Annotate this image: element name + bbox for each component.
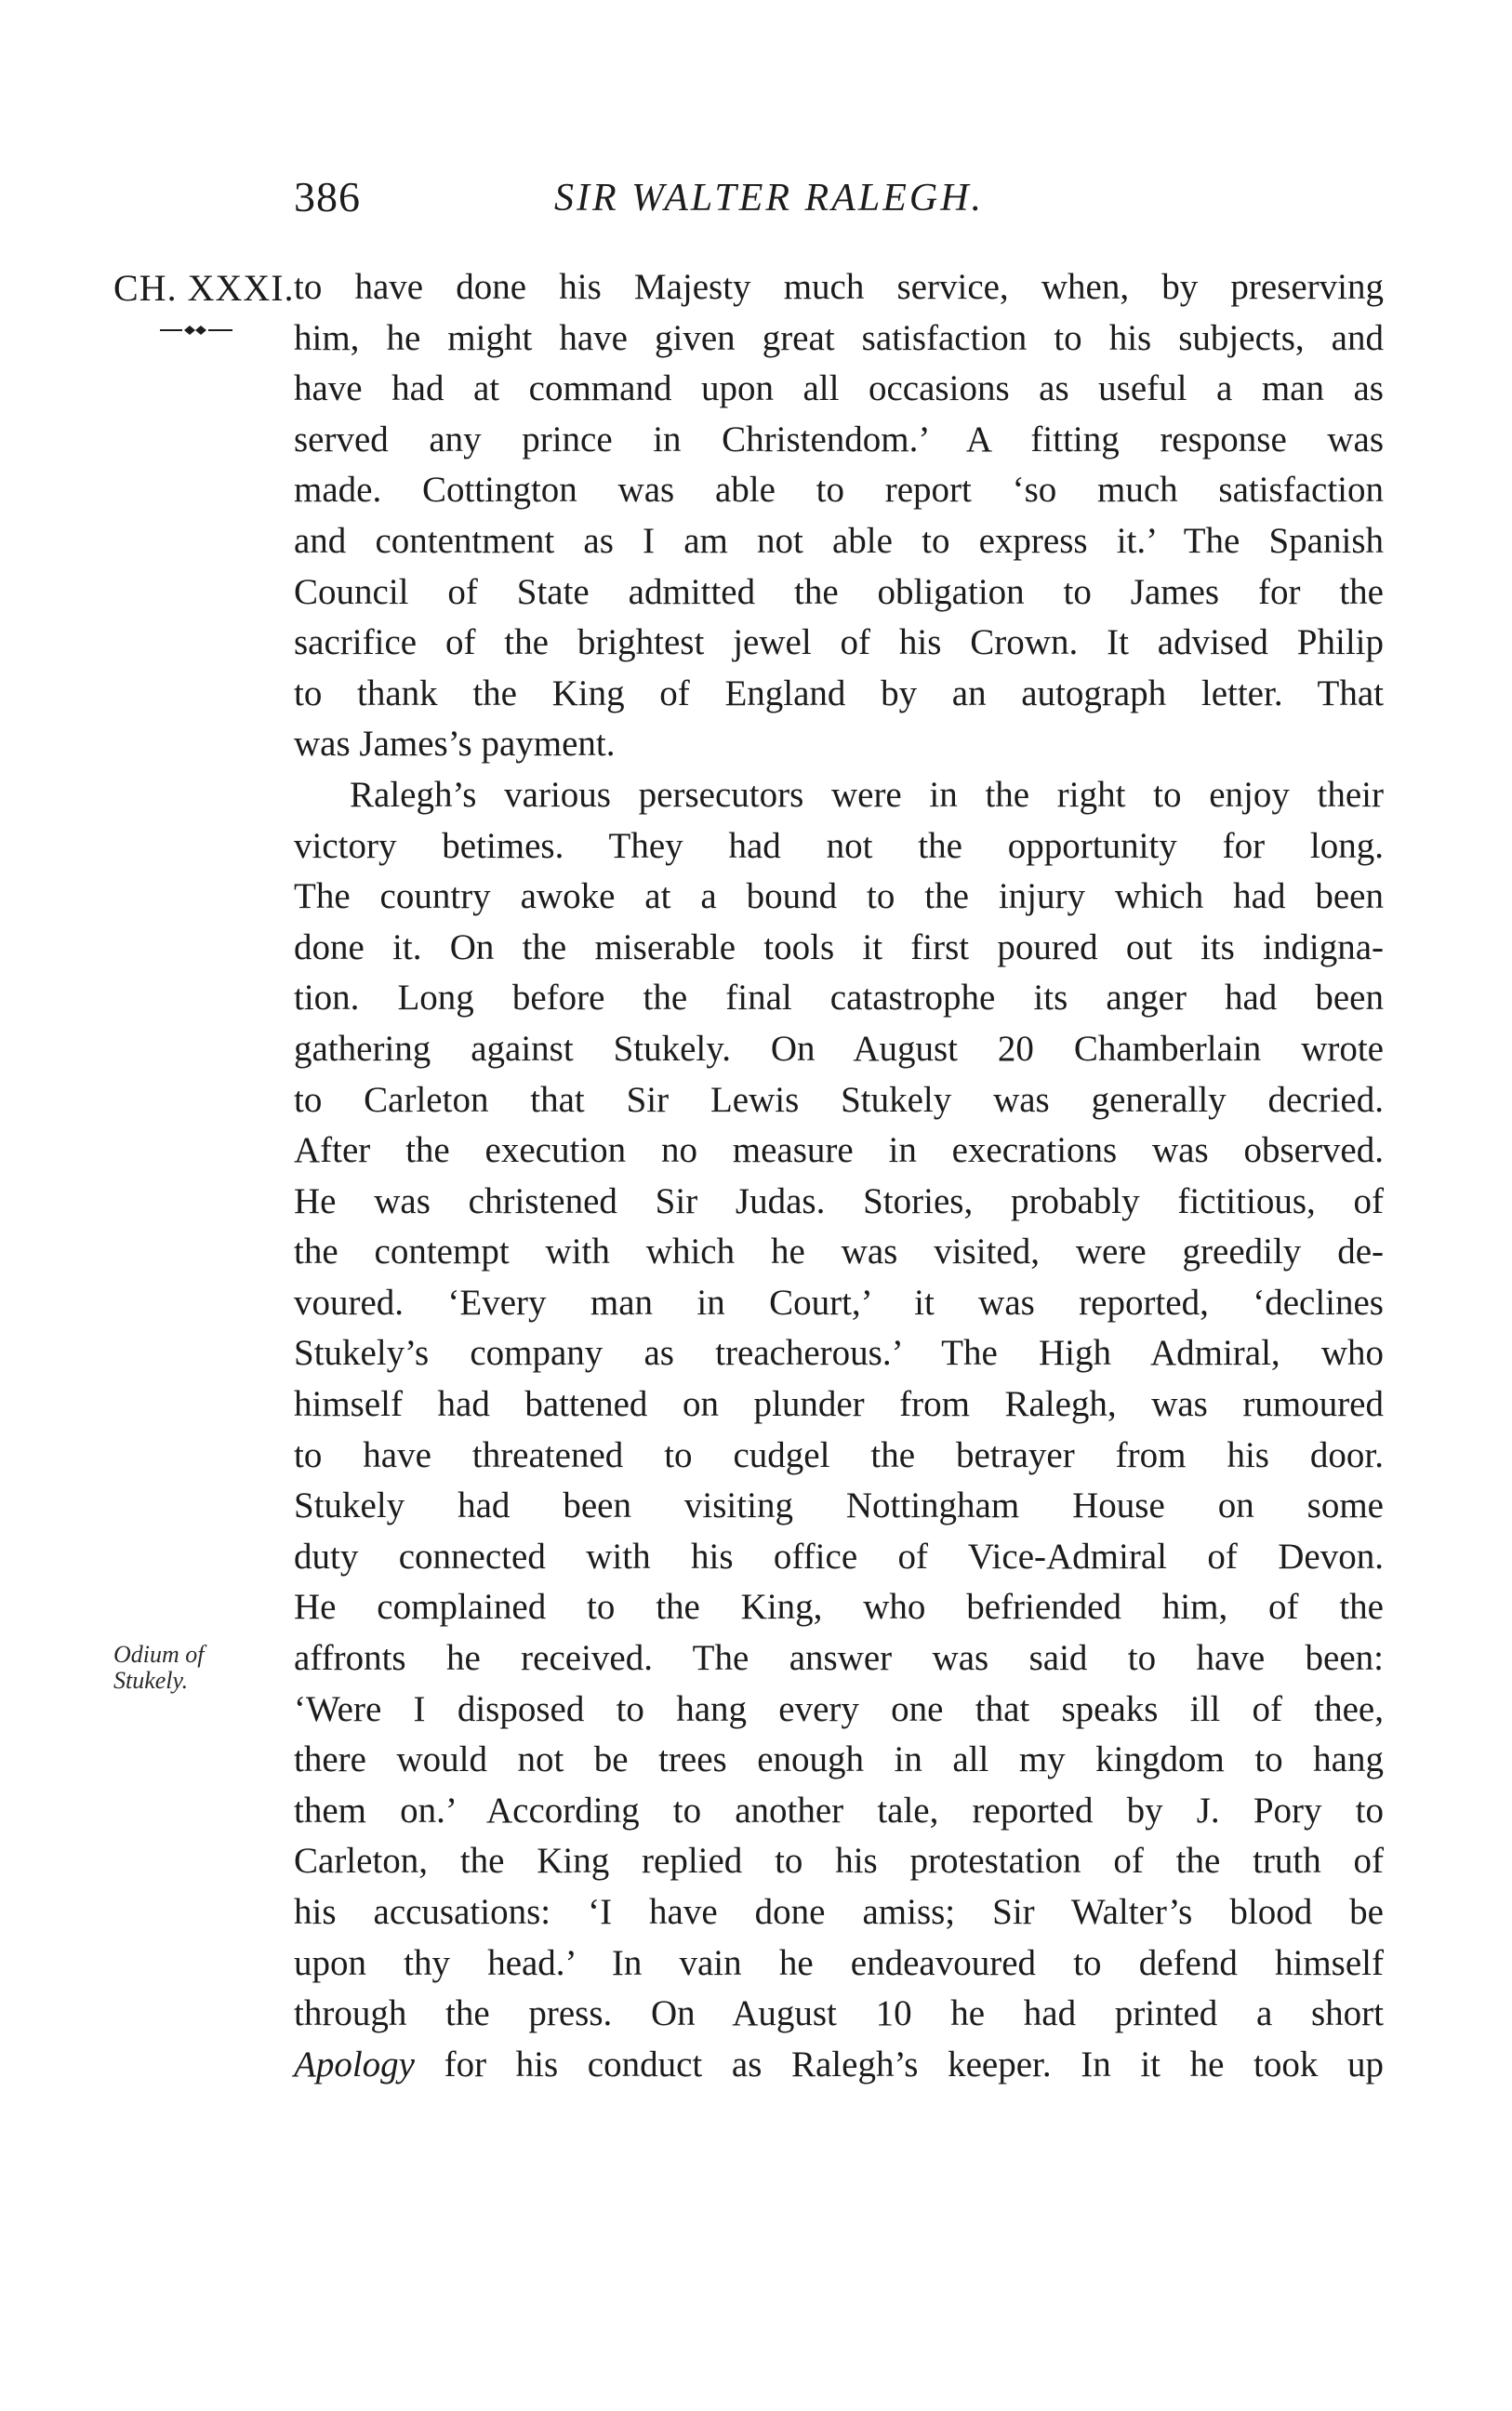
text-line: made. Cottington was able to report ‘so much satisfaction (294, 470, 1384, 511)
chapter-label: CH. XXXI. (113, 267, 295, 309)
text-line: to have done his Majesty much service, when, by preserving (294, 267, 1384, 307)
marginal-sidenote (113, 1642, 205, 1694)
text-line: Council of State admitted the obligation to James for the (294, 571, 1384, 612)
text-line: and contentment as I am not able to express it.’ The Spanish (294, 520, 1384, 561)
text-line: sacrifice of the brightest jewel of his Crown. It advised Philip (294, 622, 1384, 663)
text-line: ‘Were I disposed to hang every one that speaks ill of thee, (294, 1688, 1384, 1729)
text-line-final (294, 2040, 1384, 2091)
text-line: He was christened Sir Judas. Stories, probably fictitious, of (294, 1180, 1384, 1221)
text-line: himself had battened on plunder from Ralegh, was rumoured (294, 1384, 1384, 1425)
text-line: tion. Long before the final catastrophe its anger had been (294, 978, 1384, 1019)
text-line: to thank the King of England by an autograph letter. That (294, 673, 1384, 713)
body-text (294, 262, 1384, 2090)
ornament-dash-icon (160, 324, 232, 337)
page-header (294, 172, 1382, 237)
text-line: the contempt with which he was visited, were greedily de- (294, 1232, 1384, 1272)
text-line: done it. On the miserable tools it first poured out its indigna- (294, 926, 1384, 967)
text-line: was James’s payment. (294, 724, 616, 765)
text-line: him, he might have given great satisfaction to his subjects, and (294, 317, 1384, 358)
text-line: through the press. On August 10 he had printed a short (294, 1993, 1384, 2034)
text-line: have had at command upon all occasions as useful a man as (294, 368, 1384, 409)
italic-title-apology: Apology (294, 2044, 415, 2085)
text-line: to have threatened to cudgel the betrayer from his door. (294, 1434, 1384, 1475)
sidenote-line: Stukely. (113, 1667, 189, 1694)
text-line-rest: for his conduct as Ralegh’s keeper. In it he took up (414, 2044, 1384, 2085)
text-line: Stukely’s company as treacherous.’ The High Admiral, who (294, 1333, 1384, 1374)
text-line: upon thy head.’ In vain he endeavoured to defend himself (294, 1942, 1384, 1983)
text-line: voured. ‘Every man in Court,’ it was reported, ‘declines (294, 1282, 1384, 1323)
text-line: duty connected with his office of Vice-Admiral of Devon. (294, 1536, 1384, 1577)
page-number: 386 (294, 173, 361, 220)
sidenote-line: Odium of (113, 1641, 205, 1668)
text-line: Stukely had been visiting Nottingham House on some (294, 1485, 1384, 1526)
text-line: Carleton, the King replied to his protestation of the truth of (294, 1841, 1384, 1882)
text-line: them on.’ According to another tale, reported by J. Pory to (294, 1790, 1384, 1831)
text-line: there would not be trees enough in all my kingdom to hang (294, 1739, 1384, 1780)
text-line: gathering against Stukely. On August 20 Chamberlain wrote (294, 1028, 1384, 1069)
text-line: After the execution no measure in execrations was observed. (294, 1130, 1384, 1171)
text-line: served any prince in Christendom.’ A fitting response was (294, 419, 1384, 460)
text-line: victory betimes. They had not the opportunity for long. (294, 825, 1384, 866)
text-line: He complained to the King, who befriended him, of the (294, 1587, 1384, 1628)
text-line: his accusations: ‘I have done amiss; Sir Walter’s blood be (294, 1892, 1384, 1932)
text-line: affronts he received. The answer was said to have been: (294, 1638, 1384, 1679)
text-line: to Carleton that Sir Lewis Stukely was generally decried. (294, 1079, 1384, 1120)
running-title: SIR WALTER RALEGH. (554, 177, 985, 220)
text-line: Ralegh’s various persecutors were in the right to enjoy their (350, 774, 1384, 815)
text-line: The country awoke at a bound to the injury which had been (294, 876, 1384, 917)
